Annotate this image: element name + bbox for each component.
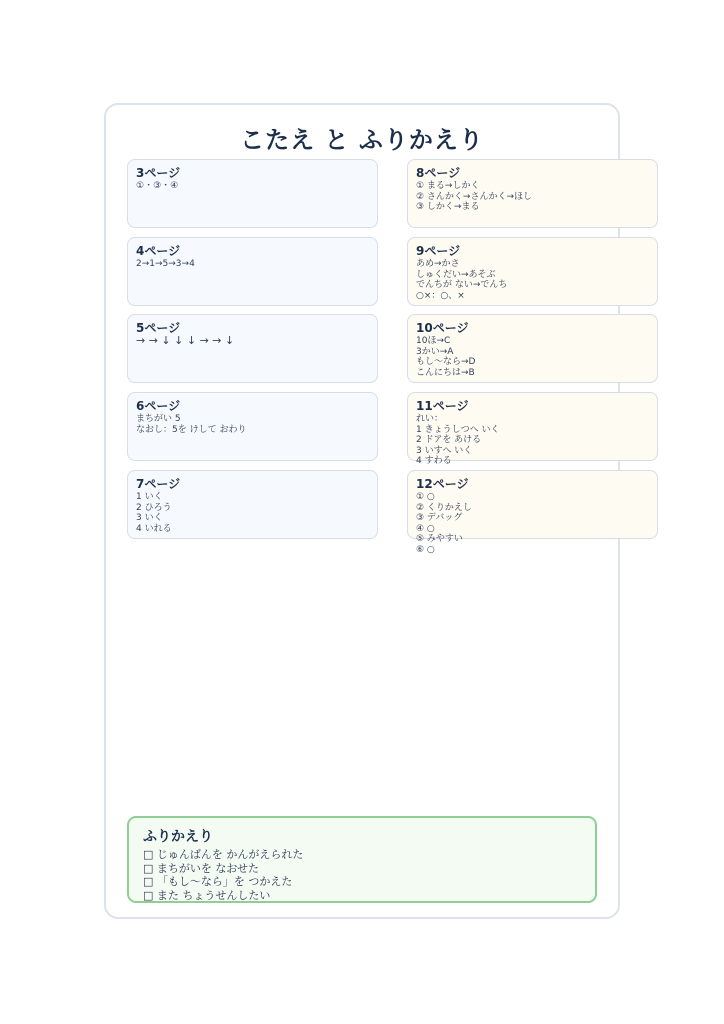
answer-line: でんちが ない→でんち [416, 280, 508, 291]
answer-card-page-7 [127, 470, 378, 539]
card-title: 11ページ [416, 399, 469, 413]
review-checklist-item: □ まちがいを なおせた [143, 861, 260, 875]
answer-line: もし～なら→D [416, 357, 476, 368]
answer-line: ○×：○、× [416, 290, 465, 301]
answer-line: ③ デバッグ [416, 513, 463, 524]
answer-line: ④ ○ [416, 523, 435, 534]
review-checklist-item: □ 「もし～なら」を つかえた [143, 875, 293, 888]
answer-line: ① ○ [416, 492, 435, 502]
answer-line: れい： [416, 414, 444, 424]
answer-card-page-11 [407, 392, 658, 467]
answer-line: しゅくだい→あそぶ [416, 269, 496, 280]
answer-card-page-3 [127, 159, 378, 228]
answer-card-page-8 [407, 159, 658, 228]
answer-line: 10ほ→C [416, 336, 451, 346]
answer-line: 1 きょうしつへ いく [416, 424, 500, 435]
answer-card-page-9 [407, 237, 658, 306]
card-title: 9ページ [416, 244, 461, 258]
answer-line: 2→1→5→3→4 [136, 259, 195, 269]
card-title: 12ページ [416, 477, 469, 491]
card-title: 5ページ [136, 321, 181, 335]
answer-line: 1 いく [136, 492, 163, 502]
answer-line: ① まる→しかく [416, 181, 480, 191]
answer-line: 3かい→A [416, 346, 454, 357]
answer-line: ② くりかえし [416, 502, 472, 513]
answer-line: こんにちは→B [416, 367, 475, 378]
answer-line: → → ↓ ↓ ↓ → → ↓ [136, 334, 235, 347]
review-checklist-item: □ また ちょうせんしたい [143, 888, 271, 902]
answer-line: まちがい 5 [136, 414, 181, 424]
answer-line: ③ しかく→まる [416, 202, 480, 213]
answer-line: ⑤ みやすい [416, 534, 463, 545]
answer-line: 4 いれる [136, 523, 172, 534]
answer-line: 3 いすへ いく [416, 445, 473, 456]
answer-line: 2 ドアを あける [416, 435, 482, 446]
review-title: ふりかえり [143, 829, 213, 845]
card-title: 4ページ [136, 244, 181, 258]
review-checklist-item: □ じゅんばんを かんがえられた [143, 848, 304, 861]
answer-line: ①・③・④ [136, 181, 179, 191]
page-title: こたえ と ふりかえり [240, 126, 484, 154]
answer-line: あめ→かさ [416, 259, 460, 269]
review-box [127, 816, 597, 903]
answer-line: なおし：5を けして おわり [136, 424, 247, 435]
answer-card-page-4 [127, 237, 378, 306]
answer-line: 4 すわる [416, 456, 452, 467]
answer-line: ② さんかく→さんかく→ほし [416, 191, 533, 202]
card-title: 7ページ [136, 477, 181, 491]
card-title: 10ページ [416, 321, 469, 335]
answer-line: 3 いく [136, 513, 163, 524]
answer-card-page-5 [127, 314, 378, 383]
answer-line: 2 ひろう [136, 502, 172, 513]
card-title: 3ページ [136, 166, 181, 180]
answer-card-page-6 [127, 392, 378, 461]
card-title: 6ページ [136, 399, 181, 413]
answer-line: ⑥ ○ [416, 544, 435, 555]
answer-card-page-12 [407, 470, 658, 555]
card-title: 8ページ [416, 166, 461, 180]
answer-card-page-10 [407, 314, 658, 383]
